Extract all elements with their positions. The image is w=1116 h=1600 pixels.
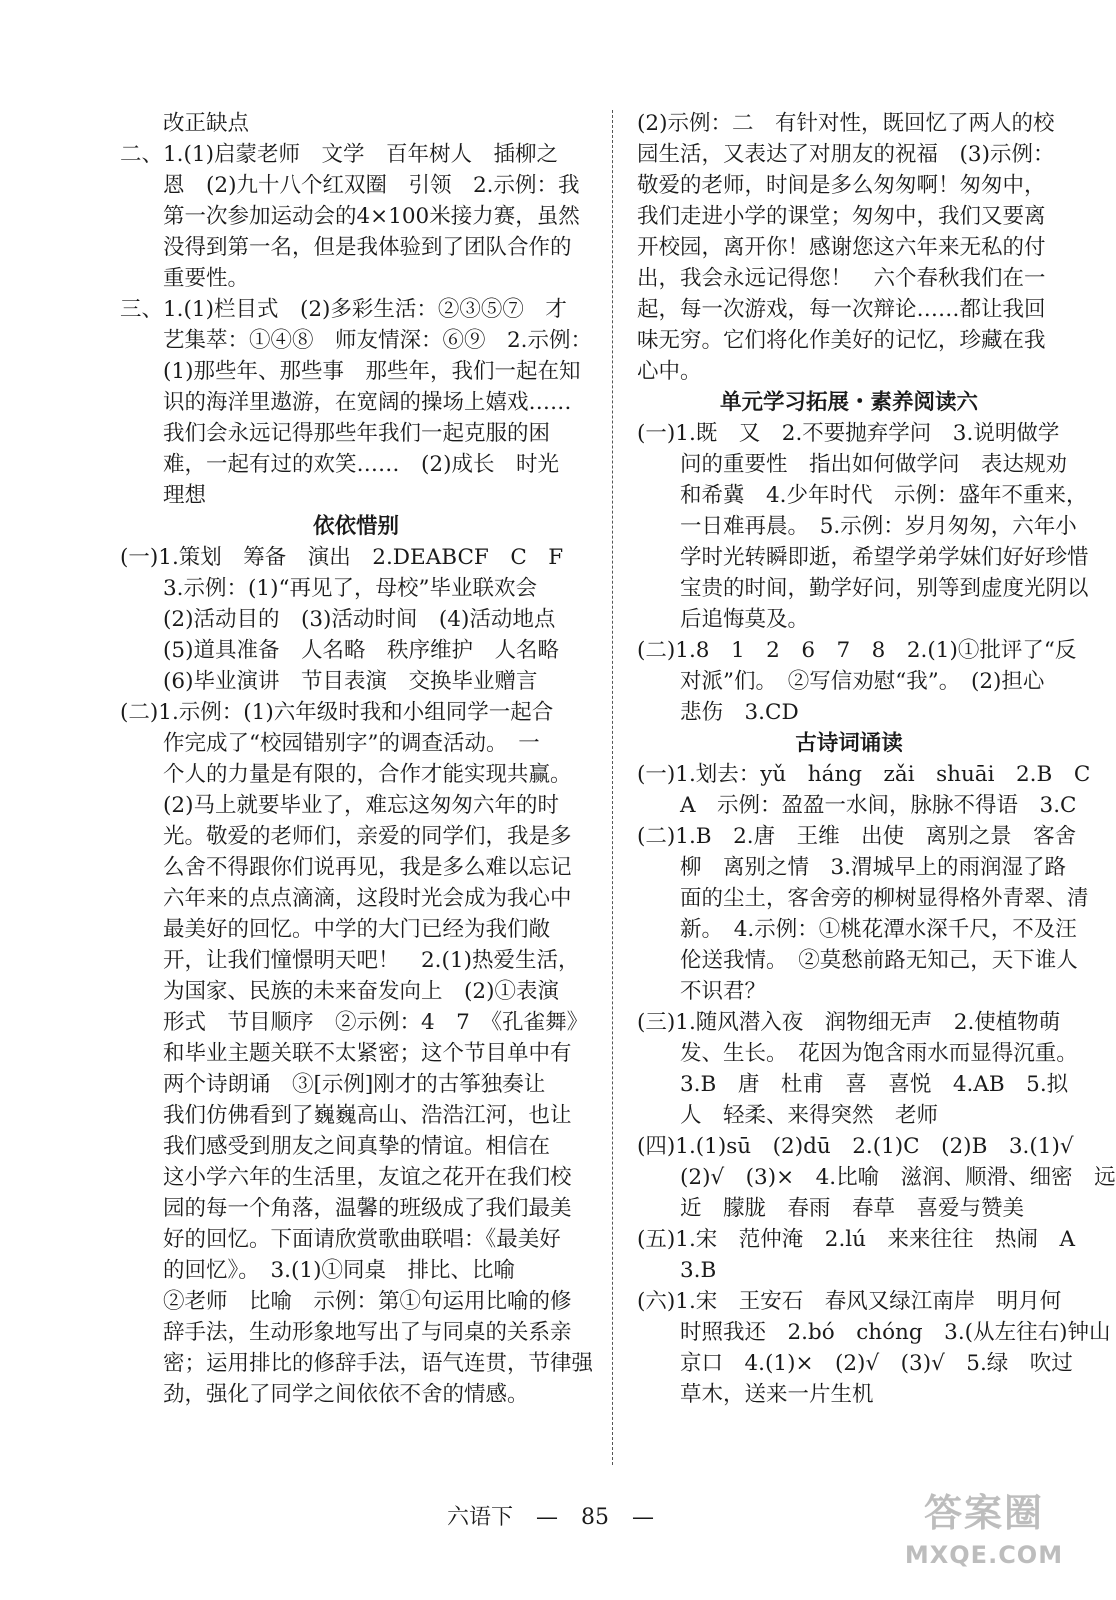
answer-line: 最美好的回忆。中学的大门已经为我们敞 [120,917,551,942]
answer-line: 不识君？ [637,979,767,1004]
answer-line: (二)1.B 2.唐 王维 出使 离别之景 客舍 [637,824,1077,849]
answer-line: 发、生长。 花因为饱含雨水而显得沉重。 [637,1041,1078,1066]
answer-line: 为国家、民族的未来奋发向上 (2)①表演 [120,979,559,1004]
answer-line: 宝贵的时间，勤学好问，别等到虚度光阴以 [637,576,1089,601]
answer-line: 伦送我情。 ②莫愁前路无知己，天下谁人 [637,948,1078,973]
answer-line: 3.B 唐 杜甫 喜 喜悦 4.AB 5.拟 [637,1072,1069,1097]
answer-line: A 示例：盈盈一水间，脉脉不得语 3.C [637,793,1077,818]
watermark-logo [889,1486,1079,1578]
answer-line: (五)1.宋 范仲淹 2.lú 来来往往 热闹 A [637,1227,1076,1252]
answer-line: ②老师 比喻 示例：第①句运用比喻的修 [120,1289,572,1314]
answer-line: 起，每一次游戏，每一次辩论……都让我回 [637,297,1046,322]
answer-line: (一)1.既 又 2.不要抛弃学问 3.说明做学 [637,421,1060,446]
answer-line: 和毕业主题关联不太紧密；这个节目单中有 [120,1041,572,1066]
footer-dash-left: — [536,1505,558,1530]
left-column [120,108,592,1410]
answer-line: 近 朦胧 春雨 春草 喜爱与赞美 [637,1196,1025,1221]
answer-line: 京口 4.(1)× (2)√ (3)√ 5.绿 吹过 [637,1351,1073,1376]
answer-line: 时照我还 2.bó chóng 3.(从左往右)钟山 [637,1320,1111,1345]
answer-line: 柳 离别之情 3.渭城早上的雨润湿了路 [637,855,1067,880]
answer-line: 识的海洋里遨游，在宽阔的操场上嬉戏…… [120,390,572,415]
answer-line: 的回忆》。 3.(1)①同桌 排比、比喻 [120,1258,515,1283]
right-column [637,108,1116,1410]
book-label: 六语下 [446,1505,513,1530]
answer-line: 艺集萃：①④⑧ 师友情深：⑥⑨ 2.示例： [120,328,593,353]
answer-line: 重要性。 [120,266,250,291]
answer-line: 心中。 [637,359,702,384]
answer-line: 第一次参加运动会的4×100米接力赛，虽然 [120,204,580,229]
answer-line: (四)1.(1)sū (2)dū 2.(1)C (2)B 3.(1)√ [637,1134,1074,1159]
answer-line: 我们走进小学的课堂；匆匆中，我们又要离 [637,204,1046,229]
answer-line: 恩 (2)九十八个红双圈 引领 2.示例：我 [120,173,580,198]
answer-line: 两个诗朗诵 ③[示例]刚才的古筝独奏让 [120,1072,546,1097]
answer-line: 对派”们。 ②写信劝慰“我”。 (2)担心 [637,669,1045,694]
answer-line: (三)1.随风潜入夜 润物细无声 2.使植物萌 [637,1010,1061,1035]
answer-line: 一日难再晨。 5.示例：岁月匆匆，六年小 [637,514,1077,539]
answer-line: 作完成了“校园错别字”的调查活动。 一 [120,731,540,756]
answer-line: 没得到第一名，但是我体验到了团队合作的 [120,235,572,260]
section-heading: 古诗词诵读 [795,731,903,756]
answer-line: 好的回忆。下面请欣赏歌曲联唱：《最美好 [120,1227,561,1252]
answer-line: (六)1.宋 王安石 春风又绿江南岸 明月何 [637,1289,1062,1314]
answer-line: (2)马上就要毕业了，难忘这匆匆六年的时 [120,793,559,818]
answer-line: 光。敬爱的老师们，亲爱的同学们，我是多 [120,824,572,849]
answer-line: 劲，强化了同学之间依依不舍的情感。 [120,1382,529,1407]
answer-line: (6)毕业演讲 节目表演 交换毕业赠言 [120,669,538,694]
section-heading: 依依惜别 [312,514,399,539]
answer-line: (2)√ (3)× 4.比喻 滋润、顺滑、细密 远 [637,1165,1116,1190]
answer-line: 个人的力量是有限的，合作才能实现共赢。 [120,762,572,787]
answer-line: (二)1.8 1 2 6 7 8 2.(1)①批评了“反 [637,638,1077,663]
answer-line: 问的重要性 指出如何做学问 表达规劝 [637,452,1068,477]
answer-line: (2)示例：二 有针对性，既回忆了两人的校 [637,111,1055,136]
answer-line: 3.B [637,1258,717,1283]
answer-line: 开，让我们憧憬明天吧！ 2.(1)热爱生活， [120,948,580,973]
answer-line: (二)1.示例：(1)六年级时我和小组同学一起合 [120,700,554,725]
answer-line: (2)活动目的 (3)活动时间 (4)活动地点 [120,607,556,632]
answer-line: 学时光转瞬即逝，希望学弟学妹们好好珍惜 [637,545,1089,570]
answer-line: 理想 [120,483,207,508]
answer-line: (5)道具准备 人名略 秩序维护 人名略 [120,638,559,663]
answer-line: 开校园，离开你！感谢您这六年来无私的付 [637,235,1046,260]
answer-line: 形式 节目顺序 ②示例：4 7 《孔雀舞》 [120,1010,589,1035]
answer-line: 后追悔莫及。 [637,607,810,632]
answer-line: 敬爱的老师，时间是多么匆匆啊！匆匆中， [637,173,1046,198]
watermark-url: MXQE.COM [904,1541,1064,1569]
answer-line: 出，我会永远记得您！ 六个春秋我们在一 [637,266,1046,291]
answer-line: 和希冀 4.少年时代 示例：盛年不重来， [637,483,1088,508]
answer-line: 草木，送来一片生机 [637,1382,874,1407]
answer-line: 改正缺点 [120,111,250,136]
answer-line: 我们感受到朋友之间真挚的情谊。相信在 [120,1134,551,1159]
answer-line: 悲伤 3.CD [637,700,799,725]
answer-line: 二、1.(1)启蒙老师 文学 百年树人 插柳之 [120,142,558,167]
answer-line: 面的尘土，客舍旁的柳树显得格外青翠、清 [637,886,1089,911]
section-heading: 单元学习拓展・素养阅读六 [719,390,978,415]
answer-line: 味无穷。它们将化作美好的记忆，珍藏在我 [637,328,1046,353]
answer-line: (1)那些年、那些事 那些年，我们一起在知 [120,359,581,384]
page-number: 85 [581,1505,609,1530]
answer-line: 园生活，又表达了对朋友的祝福 (3)示例： [637,142,1055,167]
answer-line: 么舍不得跟你们说再见，我是多么难以忘记 [120,855,572,880]
footer-dash-right: — [632,1505,654,1530]
answer-line: 我们仿佛看到了巍巍高山、浩浩江河，也让 [120,1103,572,1128]
answer-line: (一)1.划去：yǔ háng zǎi shuāi 2.B C [637,762,1091,787]
answer-line: 人 轻柔、来得突然 老师 [637,1103,939,1128]
answer-line: 园的每一个角落，温馨的班级成了我们最美 [120,1196,572,1221]
answer-line: 难，一起有过的欢笑…… (2)成长 时光 [120,452,559,477]
answer-line: 3.示例：(1)“再见了，母校”毕业联欢会 [120,576,537,601]
answer-line: 新。 4.示例：①桃花潭水深千尺，不及汪 [637,917,1077,942]
answer-line: 我们会永远记得那些年我们一起克服的困 [120,421,551,446]
answer-line: 三、1.(1)栏目式 (2)多彩生活：②③⑤⑦ 才 [120,297,567,322]
answer-line: 辞手法，生动形象地写出了与同桌的关系亲 [120,1320,572,1345]
answer-line: 密；运用排比的修辞手法，语气连贯，节律强 [120,1351,594,1376]
answer-line: 六年来的点点滴滴，这段时光会成为我心中 [120,886,572,911]
watermark-text: 答案圈 [923,1491,1044,1535]
answer-line: (一)1.策划 筹备 演出 2.DEABCF C F [120,545,564,570]
answer-line: 这小学六年的生活里，友谊之花开在我们校 [120,1165,572,1190]
column-divider [612,110,613,1465]
